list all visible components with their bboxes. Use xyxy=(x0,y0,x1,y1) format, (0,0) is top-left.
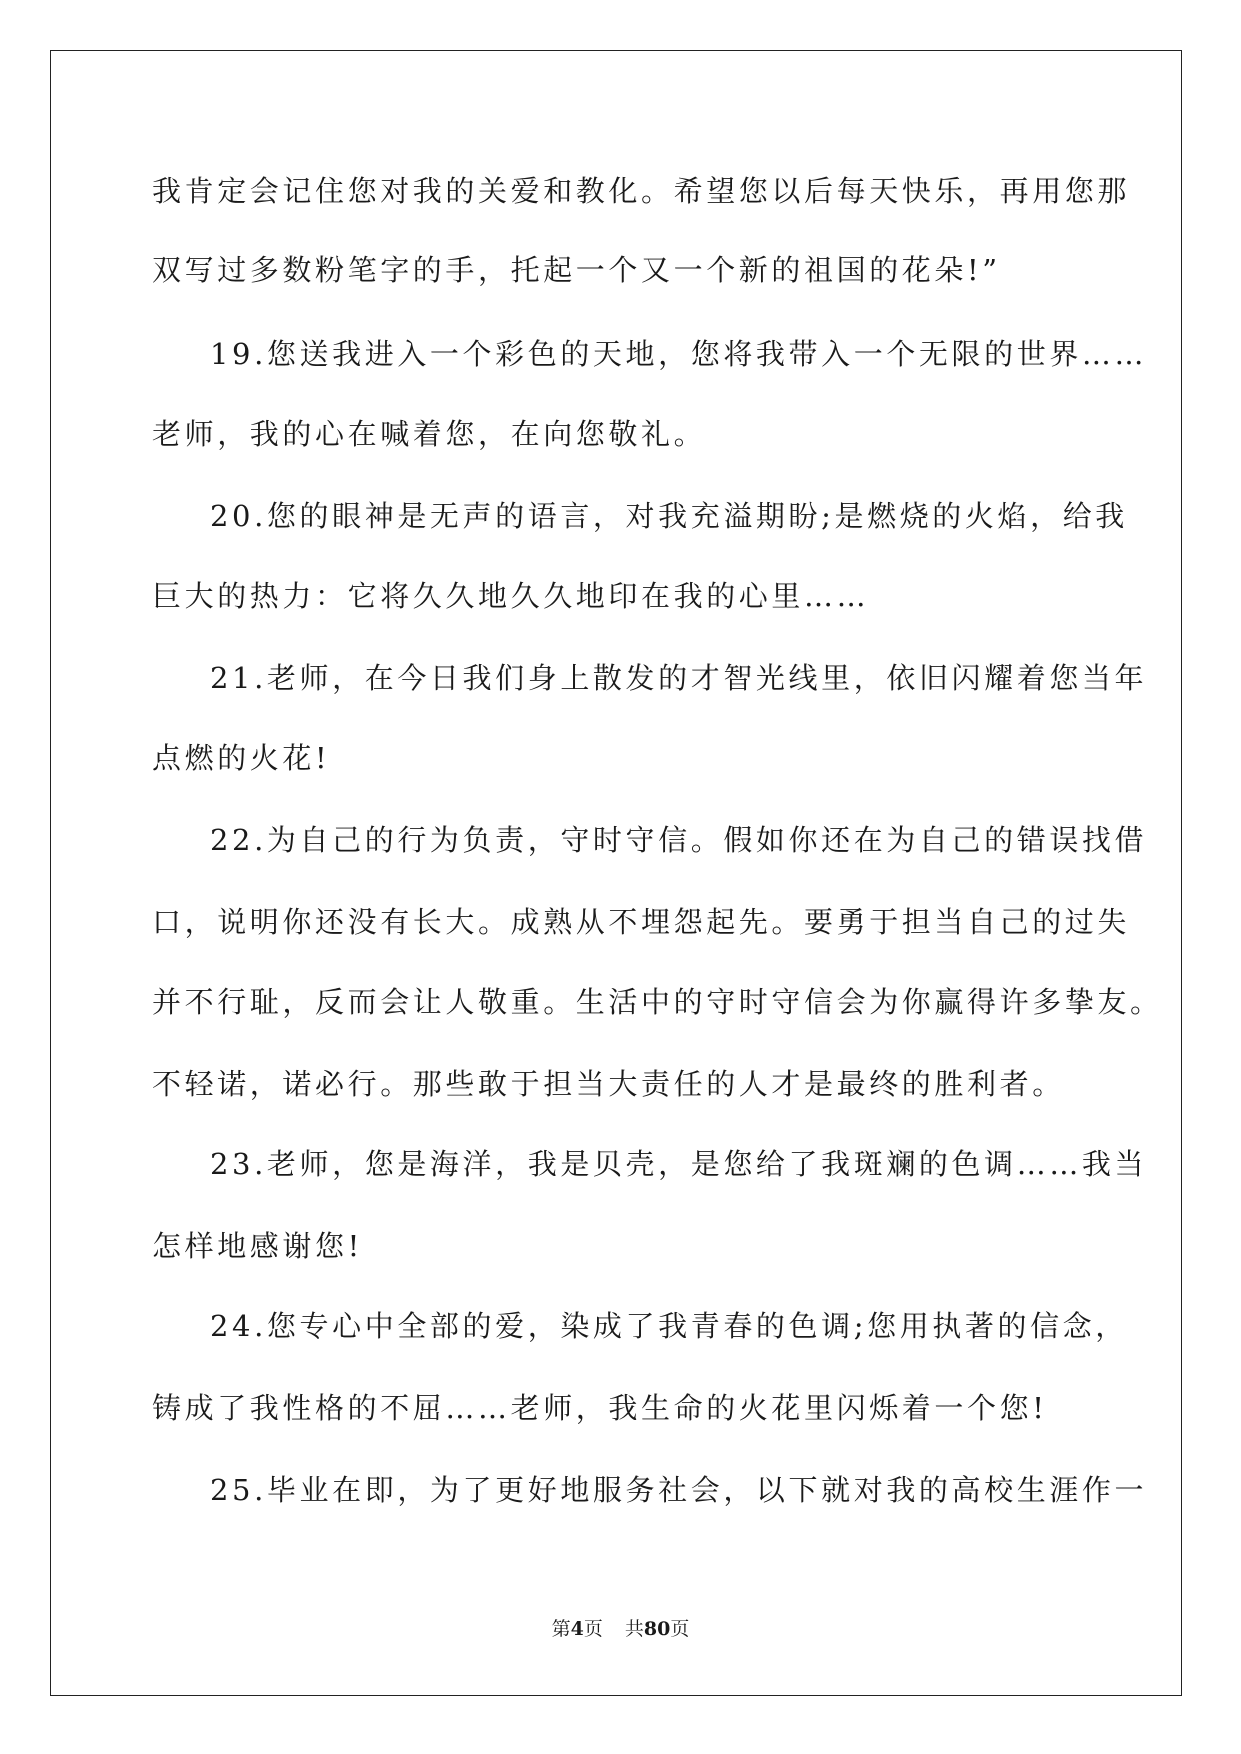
paragraph-line: 口，说明你还没有长大。成熟从不埋怨起先。要勇于担当自己的过失 xyxy=(152,905,1131,939)
page-prefix: 第 xyxy=(551,1618,571,1640)
page-footer xyxy=(0,1617,1241,1641)
total-prefix: 共 xyxy=(624,1618,644,1640)
paragraph-line: 24.您专心中全部的爱，染成了我青春的色调;您用执著的信念， xyxy=(210,1309,1128,1343)
paragraph-line: 老师，我的心在喊着您，在向您敬礼。 xyxy=(152,417,707,451)
paragraph-line: 22.为自己的行为负责，守时守信。假如你还在为自己的错误找借 xyxy=(210,823,1148,857)
paragraph-line: 不轻诺，诺必行。那些敢于担当大责任的人才是最终的胜利者。 xyxy=(152,1067,1065,1101)
page-border xyxy=(50,50,1182,1696)
paragraph-line: 并不行耻，反而会让人敬重。生活中的守时守信会为你赢得许多挚友。 xyxy=(152,985,1163,1019)
page-number: 4 xyxy=(570,1618,584,1640)
paragraph-line: 19.您送我进入一个彩色的天地，您将我带入一个无限的世界…… xyxy=(210,337,1148,371)
page-suffix: 页 xyxy=(583,1618,603,1640)
paragraph-line: 铸成了我性格的不屈……老师，我生命的火花里闪烁着一个您! xyxy=(152,1391,1048,1425)
paragraph-line: 20.您的眼神是无声的语言，对我充溢期盼;是燃烧的火焰，给我 xyxy=(210,499,1128,533)
paragraph-line: 点燃的火花! xyxy=(152,741,331,775)
paragraph-line: 23.老师，您是海洋，我是贝壳，是您给了我斑斓的色调……我当 xyxy=(210,1147,1148,1181)
paragraph-line: 21.老师，在今日我们身上散发的才智光线里，依旧闪耀着您当年 xyxy=(210,661,1148,695)
total-suffix: 页 xyxy=(670,1618,690,1640)
paragraph-line: 双写过多数粉笔字的手，托起一个又一个新的祖国的花朵!” xyxy=(152,253,1001,287)
paragraph-line: 怎样地感谢您! xyxy=(152,1229,363,1263)
paragraph-line: 巨大的热力：它将久久地久久地印在我的心里…… xyxy=(152,579,870,613)
paragraph-line: 25.毕业在即，为了更好地服务社会，以下就对我的高校生涯作一 xyxy=(210,1473,1148,1507)
total-pages: 80 xyxy=(643,1618,671,1640)
paragraph-line: 我肯定会记住您对我的关爱和教化。希望您以后每天快乐，再用您那 xyxy=(152,174,1131,208)
